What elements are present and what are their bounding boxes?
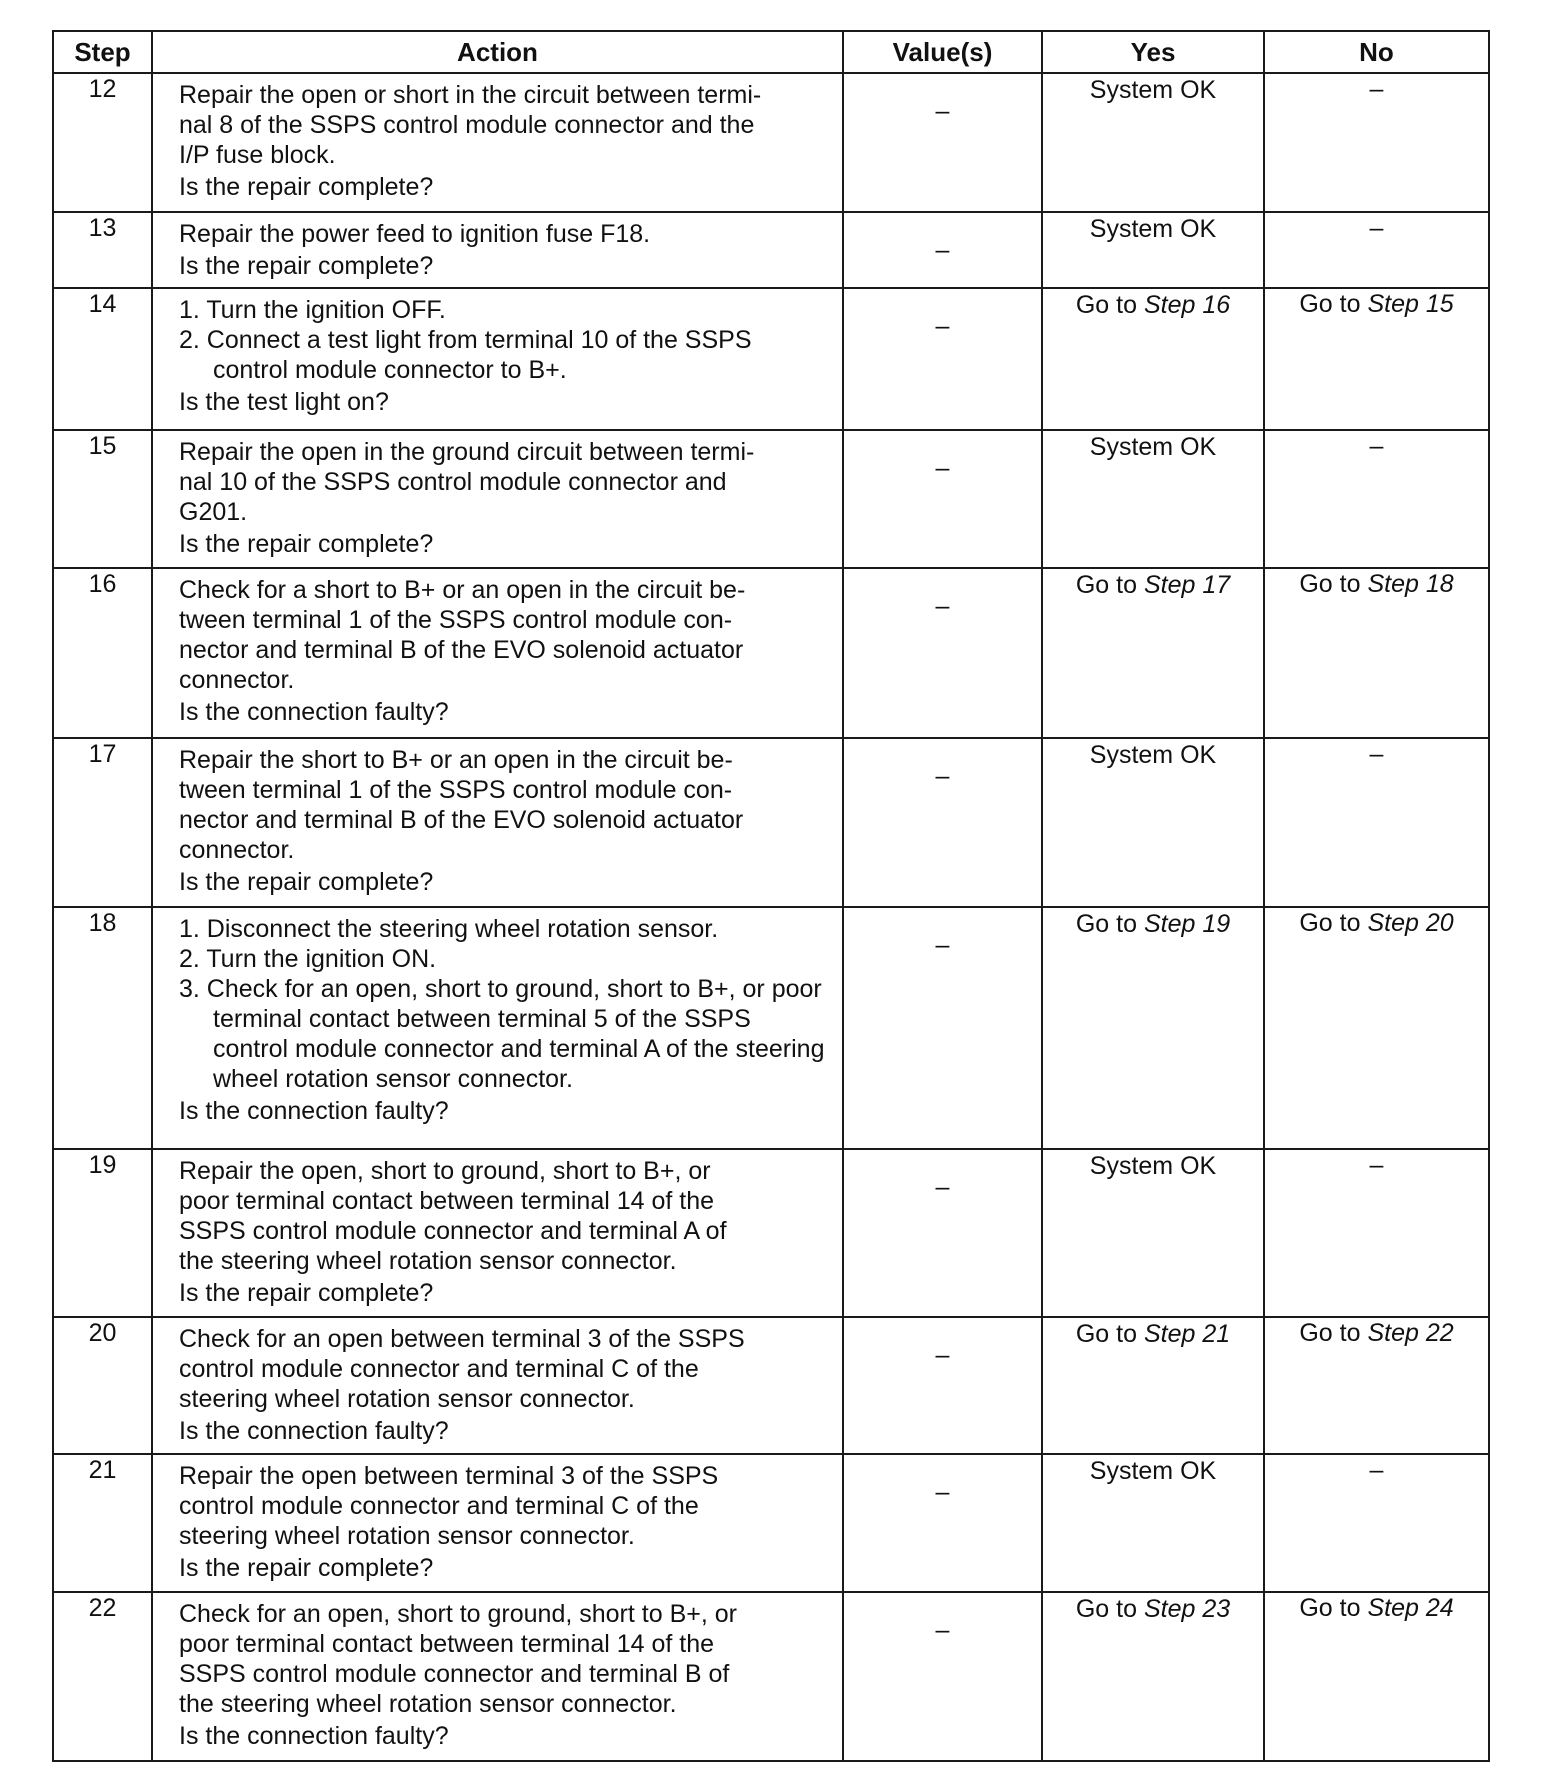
action-cell <box>152 212 843 288</box>
action-line: Check for an open between terminal 3 of the SSPS <box>179 1325 745 1354</box>
step-number: 14 <box>53 288 152 430</box>
no-prefix: Go to <box>1299 570 1368 599</box>
action-line: Check for a short to B+ or an open in the circuit be- <box>179 576 746 605</box>
table-body <box>53 73 1489 1761</box>
no-cell <box>1264 288 1489 430</box>
action-line: I/P fuse block. <box>179 141 336 169</box>
value-cell: – <box>843 1149 1042 1317</box>
action-question: Is the repair complete? <box>179 530 434 559</box>
action-question: Is the repair complete? <box>179 868 434 897</box>
step-number: 18 <box>53 907 152 1149</box>
no-prefix: Go to <box>1299 1593 1368 1622</box>
no-prefix: Go to <box>1299 1319 1368 1348</box>
action-line: Check for an open, short to ground, short to B+, or <box>179 1599 737 1628</box>
table-row <box>53 73 1489 212</box>
yes-step-ref: Step 23 <box>1143 1594 1231 1623</box>
step-number: 15 <box>53 430 152 568</box>
action-question: Is the repair complete? <box>179 173 434 201</box>
action-line: tween terminal 1 of the SSPS control module con- <box>179 776 733 805</box>
step-number: 12 <box>53 73 152 212</box>
table-row <box>53 738 1489 907</box>
no-cell: – <box>1264 738 1489 907</box>
action-step-item: 3. Check for an open, short to ground, short to B+, or poor terminal contact between terminal 5 of the SSPS control module connector and terminal A of the steering wheel rotation sensor connector. <box>179 975 825 1094</box>
action-cell <box>152 568 843 738</box>
action-line: the steering wheel rotation sensor connector. <box>179 1689 677 1718</box>
step-number: 20 <box>53 1317 152 1454</box>
header-step: Step <box>53 31 152 73</box>
action-step-item: 1. Turn the ignition OFF. <box>179 296 446 325</box>
yes-step-ref: Step 21 <box>1143 1320 1231 1349</box>
action-cell <box>152 738 843 907</box>
yes-prefix: Go to <box>1075 571 1144 600</box>
yes-cell: System OK <box>1042 1454 1264 1592</box>
header-row <box>53 31 1489 73</box>
no-cell: – <box>1264 430 1489 568</box>
no-step-ref: Step 15 <box>1367 290 1454 319</box>
yes-step-ref: Step 16 <box>1143 291 1231 320</box>
no-cell: – <box>1264 1454 1489 1592</box>
action-line: SSPS control module connector and terminal A of <box>179 1216 727 1245</box>
action-line: Repair the short to B+ or an open in the circuit be- <box>179 746 733 775</box>
step-number: 17 <box>53 738 152 907</box>
action-line: connector. <box>179 836 295 865</box>
yes-cell <box>1042 1317 1264 1454</box>
value-cell: – <box>843 1317 1042 1454</box>
action-line: G201. <box>179 498 248 527</box>
value-cell: – <box>843 738 1042 907</box>
yes-cell: System OK <box>1042 738 1264 907</box>
yes-prefix: Go to <box>1075 291 1144 320</box>
action-line: nal 8 of the SSPS control module connector and the <box>179 111 755 139</box>
no-cell <box>1264 568 1489 738</box>
table-row <box>53 212 1489 288</box>
no-cell <box>1264 1317 1489 1454</box>
step-number: 19 <box>53 1149 152 1317</box>
yes-prefix: Go to <box>1075 910 1144 939</box>
yes-cell: System OK <box>1042 73 1264 212</box>
action-line: steering wheel rotation sensor connector. <box>179 1385 635 1414</box>
action-line: tween terminal 1 of the SSPS control module con- <box>179 606 733 635</box>
no-step-ref: Step 18 <box>1367 570 1454 599</box>
value-cell: – <box>843 288 1042 430</box>
yes-step-ref: Step 19 <box>1143 910 1231 939</box>
value-cell: – <box>843 73 1042 212</box>
header-values: Value(s) <box>843 31 1042 73</box>
table-row <box>53 288 1489 430</box>
table-row <box>53 1149 1489 1317</box>
action-line: control module connector and terminal C of the <box>179 1491 699 1520</box>
value-cell: – <box>843 212 1042 288</box>
action-cell <box>152 73 843 212</box>
value-cell: – <box>843 430 1042 568</box>
action-step-item: 2. Turn the ignition ON. <box>179 945 437 974</box>
action-line: Repair the open, short to ground, short to B+, or <box>179 1156 711 1185</box>
value-cell: – <box>843 1592 1042 1761</box>
action-line: control module connector and terminal C of the <box>179 1355 699 1384</box>
action-line: poor terminal contact between terminal 14 of the <box>179 1186 715 1215</box>
no-cell <box>1264 907 1489 1149</box>
action-line: steering wheel rotation sensor connector. <box>179 1521 635 1550</box>
action-line: nector and terminal B of the EVO solenoid actuator <box>179 636 744 665</box>
table-row <box>53 1317 1489 1454</box>
table-row <box>53 1454 1489 1592</box>
action-line: the steering wheel rotation sensor connector. <box>179 1246 677 1275</box>
yes-cell <box>1042 1592 1264 1761</box>
yes-step-ref: Step 17 <box>1143 571 1231 600</box>
action-line: poor terminal contact between terminal 14 of the <box>179 1629 715 1658</box>
yes-cell: System OK <box>1042 1149 1264 1317</box>
header-no: No <box>1264 31 1489 73</box>
yes-prefix: Go to <box>1075 1594 1144 1623</box>
no-cell: – <box>1264 212 1489 288</box>
yes-cell <box>1042 288 1264 430</box>
value-cell: – <box>843 907 1042 1149</box>
action-question: Is the connection faulty? <box>179 1721 449 1750</box>
value-cell: – <box>843 1454 1042 1592</box>
step-number: 16 <box>53 568 152 738</box>
no-prefix: Go to <box>1299 909 1368 938</box>
action-line: connector. <box>179 666 295 695</box>
action-question: Is the connection faulty? <box>179 1417 449 1446</box>
table-row <box>53 430 1489 568</box>
table-row <box>53 568 1489 738</box>
action-question: Is the connection faulty? <box>179 1097 449 1126</box>
action-line: nector and terminal B of the EVO solenoid actuator <box>179 806 744 835</box>
no-cell: – <box>1264 1149 1489 1317</box>
no-step-ref: Step 22 <box>1367 1319 1454 1348</box>
action-cell <box>152 1149 843 1317</box>
action-cell <box>152 1454 843 1592</box>
yes-cell: System OK <box>1042 430 1264 568</box>
action-question: Is the connection faulty? <box>179 698 449 727</box>
action-question: Is the test light on? <box>179 388 389 417</box>
action-cell <box>152 288 843 430</box>
yes-cell: System OK <box>1042 212 1264 288</box>
action-cell <box>152 430 843 568</box>
action-cell <box>152 1592 843 1761</box>
action-cell <box>152 1317 843 1454</box>
action-line: nal 10 of the SSPS control module connector and <box>179 468 727 497</box>
step-number: 22 <box>53 1592 152 1761</box>
no-step-ref: Step 20 <box>1367 909 1454 938</box>
no-step-ref: Step 24 <box>1367 1593 1454 1622</box>
yes-prefix: Go to <box>1075 1320 1144 1349</box>
value-cell: – <box>843 568 1042 738</box>
action-line: Repair the power feed to ignition fuse F18. <box>179 219 651 248</box>
action-question: Is the repair complete? <box>179 251 434 280</box>
diagnostic-table <box>52 30 1490 1762</box>
action-line: Repair the open or short in the circuit between termi- <box>179 81 762 109</box>
step-number: 13 <box>53 212 152 288</box>
action-cell <box>152 907 843 1149</box>
no-cell <box>1264 1592 1489 1761</box>
table-row <box>53 907 1489 1149</box>
action-step-item: 1. Disconnect the steering wheel rotation sensor. <box>179 915 719 944</box>
action-question: Is the repair complete? <box>179 1553 434 1582</box>
yes-cell <box>1042 568 1264 738</box>
action-line: Repair the open in the ground circuit between termi- <box>179 438 755 467</box>
no-prefix: Go to <box>1299 290 1368 319</box>
action-question: Is the repair complete? <box>179 1278 434 1307</box>
table-row <box>53 1592 1489 1761</box>
action-line: Repair the open between terminal 3 of the SSPS <box>179 1461 719 1490</box>
step-number: 21 <box>53 1454 152 1592</box>
no-cell: – <box>1264 73 1489 212</box>
yes-cell <box>1042 907 1264 1149</box>
header-action: Action <box>152 31 843 73</box>
action-step-item: 2. Connect a test light from terminal 10 of the SSPS control module connector to B+. <box>179 326 752 385</box>
action-line: SSPS control module connector and terminal B of <box>179 1659 730 1688</box>
header-yes: Yes <box>1042 31 1264 73</box>
